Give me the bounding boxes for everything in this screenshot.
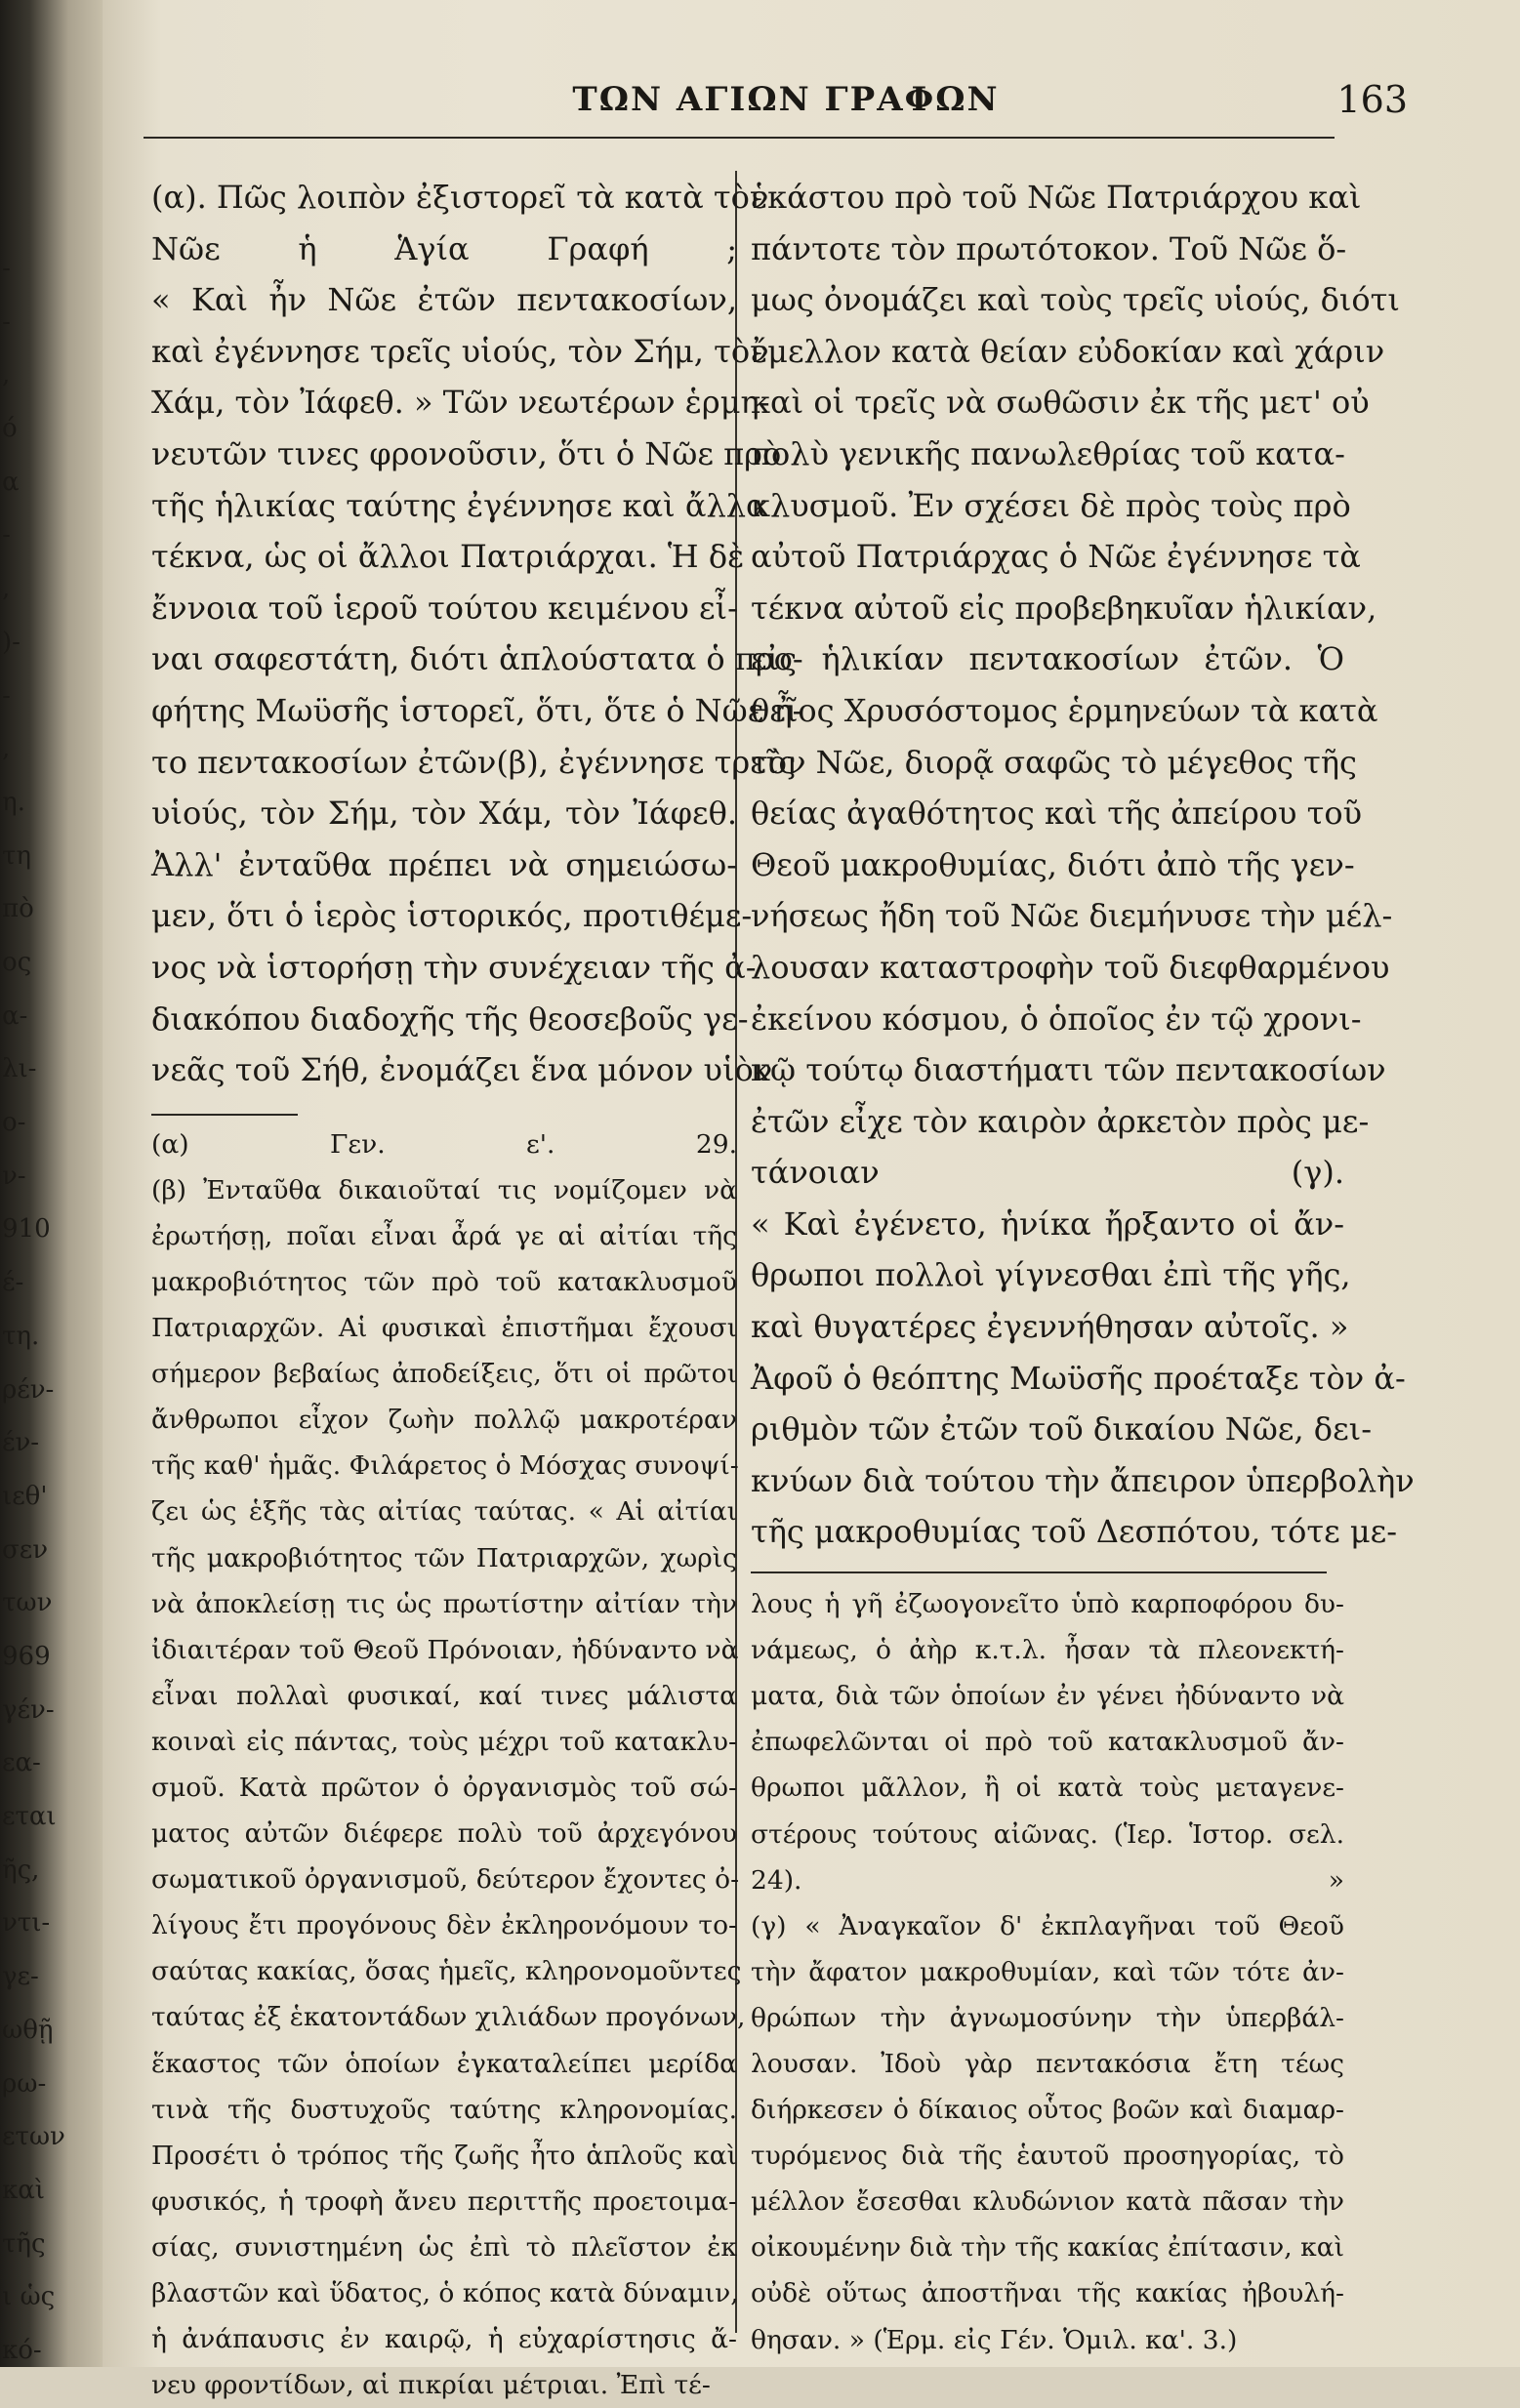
facing-page-fragment: ν-	[2, 1162, 26, 1191]
text-line: ἔμελλον κατὰ θείαν εὐδοκίαν καὶ χάριν	[751, 332, 1385, 370]
footnote-line: μέλλον ἔσεσθαι κλυδώνιον κατὰ πᾶσαν τὴν	[751, 2186, 1344, 2218]
right-column	[751, 172, 1415, 2363]
facing-page-fragment: -	[2, 254, 11, 283]
text-line: ριθμὸν τῶν ἐτῶν τοῦ δικαίου Νῶε, δει-	[751, 1410, 1372, 1449]
facing-page-fragment: ετων	[2, 2122, 65, 2151]
right-main-text	[751, 172, 1415, 1558]
text-line: Θεοῦ μακροθυμίας, διότι ἀπὸ τῆς γεν-	[751, 845, 1355, 883]
text-line: αὐτοῦ Πατριάρχας ὁ Νῶε ἐγέννησε τὰ	[751, 538, 1361, 576]
text-line: πολὺ γενικῆς πανωλεθρίας τοῦ κατα-	[751, 434, 1345, 472]
text-line: νος νὰ ἱστορήσῃ τὴν συνέχειαν τῆς ἀ-	[151, 948, 757, 986]
facing-page-fragment: τῆς	[2, 2229, 46, 2259]
facing-page-fragment: των	[2, 1588, 53, 1617]
facing-page-fragment: λι-	[2, 1054, 37, 1083]
text-line: υἱούς, τὸν Σήμ, τὸν Χάμ, τὸν Ἰάφεθ.	[151, 795, 737, 833]
facing-page-fragment: ,	[2, 574, 11, 603]
text-line: μεν, ὅτι ὁ ἱερὸς ἱστορικός, προτιθέμε-	[151, 897, 753, 935]
facing-page-fragment: ό	[2, 414, 18, 443]
text-line: τῆς μακροθυμίας τοῦ Δεσπότου, τότε με-	[751, 1513, 1398, 1551]
facing-page-fragment: ,	[2, 360, 11, 389]
footnote-line: τινὰ τῆς δυστυχοῦς ταύτης κληρονομίας.	[151, 2094, 737, 2125]
text-line: νευτῶν τινες φρονοῦσιν, ὅτι ὁ Νῶε πρὸ	[151, 434, 782, 472]
text-line: τέκνα αὐτοῦ εἰς προβεβηκυῖαν ἡλικίαν,	[751, 589, 1377, 627]
header-rule	[144, 137, 1335, 139]
footnote-line: νὰ ἀποκλείσῃ τις ὡς πρωτίστην αἰτίαν τὴν	[151, 1588, 737, 1619]
footnote-line: Πατριαρχῶν. Αἱ φυσικαὶ ἐπιστῆμαι ἔχουσι	[151, 1313, 737, 1344]
footnote-line: διήρκεσεν ὁ δίκαιος οὗτος βοῶν καὶ διαμαρ-	[751, 2095, 1344, 2126]
text-line: (α). Πῶς λοιπὸν ἐξιστορεῖ τὰ κατὰ τὸν	[151, 179, 769, 216]
footnote-line: θρωποι μᾶλλον, ἢ οἱ κατὰ τοὺς μεταγενε-	[751, 1773, 1344, 1804]
footnote-line: νευ φροντίδων, αἱ πικρίαι μέτριαι. Ἐπὶ τέ-	[151, 2370, 711, 2401]
footnote-line: (γ) « Ἀναγκαῖον δ' ἐκπλαγῆναι τοῦ Θεοῦ	[751, 1910, 1344, 1941]
text-line: τῆς ἡλικίας ταύτης ἐγέννησε καὶ ἄλλα	[151, 486, 767, 524]
footnote-line: ταύτας ἐξ ἑκατοντάδων χιλιάδων προγόνων,	[151, 2002, 746, 2033]
footnote-line: λουσαν. Ἰδοὺ γὰρ πεντακόσια ἔτη τέως	[751, 2048, 1344, 2079]
facing-page-fragment: -	[2, 307, 11, 337]
footnote-line: 24). »	[751, 1864, 1344, 1896]
footnote-rule	[151, 1114, 298, 1116]
text-line: ἑκάστου πρὸ τοῦ Νῶε Πατριάρχου καὶ	[751, 179, 1362, 216]
facing-page-fragment: τη	[2, 841, 31, 871]
left-main-text	[151, 172, 803, 1096]
footnote-line: ἐπωφελῶνται οἱ πρὸ τοῦ κατακλυσμοῦ ἄν-	[751, 1727, 1344, 1758]
facing-page-fragment: έν-	[2, 1428, 40, 1457]
footnote-line: ματα, διὰ τῶν ὁποίων ἐν γένει ἠδύναντο νὰ	[751, 1681, 1344, 1712]
footnote-line: σήμερον βεβαίως ἀποδείξεις, ὅτι οἱ πρῶτοι	[151, 1359, 737, 1390]
text-line: Ἀλλ' ἐνταῦθα πρέπει νὰ σημειώσω-	[151, 845, 737, 883]
facing-page-fragment: ῆς,	[2, 1856, 40, 1885]
footnote-line: τὴν ἄφατον μακροθυμίαν, καὶ τῶν τότε ἀν-	[751, 1956, 1344, 1987]
left-column	[151, 172, 803, 2408]
text-line: « Καὶ ἦν Νῶε ἐτῶν πεντακοσίων,	[151, 281, 737, 319]
left-footnotes	[151, 1122, 746, 2408]
footnote-line: θρώπων τὴν ἀγνωμοσύνην τὴν ὑπερβάλ-	[751, 2002, 1344, 2033]
text-line: θείας ἀγαθότητος καὶ τῆς ἀπείρου τοῦ	[751, 795, 1363, 833]
facing-page-fragment: -	[2, 681, 11, 711]
text-line: νήσεως ἤδη τοῦ Νῶε διεμήνυσε τὴν μέλ-	[751, 897, 1393, 935]
footnote-line: (β) Ἐνταῦθα δικαιοῦταί τις νομίζομεν νὰ	[151, 1174, 737, 1205]
footnote-line: στέρους τούτους αἰῶνας. (Ἱερ. Ἱστορ. σελ.	[751, 1818, 1344, 1850]
footnote-line: τῆς καθ' ἡμᾶς. Φιλάρετος ὁ Μόσχας συνοψί-	[151, 1450, 739, 1482]
text-line: Χάμ, τὸν Ἰάφεθ. » Τῶν νεωτέρων ἑρμη-	[151, 384, 770, 422]
facing-page-fragment: )-	[2, 628, 21, 657]
facing-page-fragment: 910	[2, 1214, 51, 1244]
facing-page-fragment: η.	[2, 788, 25, 817]
facing-page-fragment: ,	[2, 734, 11, 763]
facing-page-fragment: ι ὡς	[2, 2282, 56, 2311]
facing-page-fragment: σεν	[2, 1535, 49, 1565]
text-line: τὸν Νῶε, διορᾷ σαφῶς τὸ μέγεθος τῆς	[751, 743, 1357, 781]
text-line: πάντοτε τὸν πρωτότοκον. Τοῦ Νῶε ὅ-	[751, 229, 1347, 267]
facing-page-fragment: πὸ	[2, 894, 34, 923]
footnote-line: (α) Γεν. ε'. 29.	[151, 1128, 737, 1160]
text-line: ἔννοια τοῦ ἱεροῦ τούτου κειμένου εἶ-	[151, 589, 738, 627]
facing-page-fragment: ος	[2, 948, 32, 977]
footnote-line: ἡ ἀνάπαυσις ἐν καιρῷ, ἡ εὐχαρίστησις ἄ-	[151, 2324, 737, 2355]
footnote-rule	[751, 1571, 1327, 1573]
facing-page-margin-fragments	[0, 0, 98, 2367]
text-line: διακόπου διαδοχῆς τῆς θεοσεβοῦς γε-	[151, 1000, 749, 1038]
footnote-line: κοιναὶ εἰς πάντας, τοὺς μέχρι τοῦ κατακλυ-	[151, 1726, 737, 1757]
facing-page-fragment: α-	[2, 1001, 28, 1031]
text-line: λουσαν καταστροφὴν τοῦ διεφθαρμένου	[751, 948, 1390, 986]
footnote-line: σίας, συνιστημένη ὡς ἐπὶ τὸ πλεῖστον ἐκ	[151, 2231, 737, 2263]
footnote-line: σαύτας κακίας, ὅσας ἡμεῖς, κληρονομοῦντες	[151, 1956, 742, 1987]
footnote-line: ἕκαστος τῶν ὁποίων ἐγκαταλείπει μερίδα	[151, 2048, 737, 2079]
text-line: « Καὶ ἐγένετο, ἡνίκα ἤρξαντο οἱ ἄν-	[751, 1204, 1344, 1243]
footnote-line: ματος αὐτῶν διέφερε πολὺ τοῦ ἀρχεγόνου	[151, 1818, 737, 1850]
right-footnotes	[751, 1581, 1344, 2363]
text-line: νεᾶς τοῦ Σήθ, ἐνομάζει ἕνα μόνον υἱὸν	[151, 1051, 773, 1089]
footnote-line: σωματικοῦ ὀργανισμοῦ, δεύτερον ἔχοντες ὀ-	[151, 1864, 740, 1896]
text-line: το πεντακοσίων ἐτῶν(β), ἐγέννησε τρεῖς	[151, 743, 797, 781]
text-line: ἐκείνου κόσμου, ὁ ὁποῖος ἐν τῷ χρονι-	[751, 1000, 1362, 1038]
facing-page-fragment: α	[2, 468, 20, 497]
footnote-line: Προσέτι ὁ τρόπος τῆς ζωῆς ἦτο ἁπλοῦς καὶ	[151, 2140, 737, 2171]
facing-page-fragment: τη.	[2, 1322, 40, 1351]
facing-page-fragment: ρω-	[2, 2069, 47, 2099]
text-line: καὶ θυγατέρες ἐγεννήθησαν αὐτοῖς. »	[751, 1308, 1349, 1346]
facing-page-fragment: ωθῇ	[2, 2016, 54, 2045]
page-number: 163	[1336, 78, 1408, 121]
footnote-line: φυσικός, ἡ τροφὴ ἄνευ περιττῆς προετοιμα-	[151, 2185, 737, 2217]
facing-page-fragment: ρέν-	[2, 1375, 55, 1405]
facing-page-fragment: ντι-	[2, 1908, 51, 1938]
facing-page-fragment: γέν-	[2, 1695, 55, 1725]
footnote-line: βλαστῶν καὶ ὕδατος, ὁ κόπος κατὰ δύναμιν,	[151, 2278, 739, 2309]
footnote-line: οὐδὲ οὕτως ἀποστῆναι τῆς κακίας ἠβουλή-	[751, 2278, 1344, 2309]
text-line: κῷ τούτῳ διαστήματι τῶν πεντακοσίων	[751, 1051, 1386, 1089]
facing-page-fragment: εα-	[2, 1748, 41, 1777]
footnote-line: θησαν. » (Ἑρμ. εἰς Γέν. Ὁμιλ. κα'. 3.)	[751, 2324, 1238, 2355]
text-line: Ἀφοῦ ὁ θεόπτης Μωϋσῆς προέταξε τὸν ἀ-	[751, 1359, 1406, 1397]
footnote-line: μακροβιότητος τῶν πρὸ τοῦ κατακλυσμοῦ	[151, 1266, 737, 1297]
text-line: κλυσμοῦ. Ἐν σχέσει δὲ πρὸς τοὺς πρὸ	[751, 486, 1351, 524]
text-line: ἐτῶν εἶχε τὸν καιρὸν ἀρκετὸν πρὸς με-	[751, 1102, 1370, 1140]
text-line: τάνοιαν (γ).	[751, 1154, 1344, 1192]
footnote-line: σμοῦ. Κατὰ πρῶτον ὁ ὀργανισμὸς τοῦ σώ-	[151, 1773, 737, 1803]
facing-page-fragment: γε-	[2, 1962, 39, 1991]
footnote-line: ἰδιαιτέραν τοῦ Θεοῦ Πρόνοιαν, ἠδύναντο νὰ	[151, 1634, 739, 1665]
footnote-line: ἄνθρωποι εἶχον ζωὴν πολλῷ μακροτέραν	[151, 1405, 737, 1436]
text-line: τέκνα, ὡς οἱ ἄλλοι Πατριάρχαι. Ἡ δὲ	[151, 538, 745, 576]
text-line: ναι σαφεστάτη, διότι ἁπλούστατα ὁ προ-	[151, 640, 803, 678]
text-line: μως ὀνομάζει καὶ τοὺς τρεῖς υἱούς, διότι	[751, 281, 1400, 319]
facing-page-fragment: ιεθ'	[2, 1482, 48, 1511]
running-title: ΤΩΝ ΑΓΙΩΝ ΓΡΑΦΩΝ	[572, 80, 1000, 119]
text-line: εἰς ἡλικίαν πεντακοσίων ἐτῶν. Ὁ	[751, 640, 1344, 678]
footnote-line: νάμεως, ὁ ἀὴρ κ.τ.λ. ἦσαν τὰ πλεονεκτή-	[751, 1635, 1344, 1666]
running-head	[103, 80, 1520, 125]
facing-page-fragment: εται	[2, 1802, 57, 1831]
text-line: κνύων διὰ τούτου τὴν ἄπειρον ὑπερβολὴν	[751, 1461, 1415, 1499]
facing-page-fragment: 969	[2, 1642, 51, 1671]
text-line: καὶ ἐγέννησε τρεῖς υἱούς, τὸν Σήμ, τὸν	[151, 332, 769, 370]
text-line: θεῖος Χρυσόστομος ἑρμηνεύων τὰ κατὰ	[751, 691, 1378, 729]
book-page	[103, 0, 1520, 2401]
facing-page-fragment: -	[2, 520, 11, 550]
footnote-line: λίγους ἔτι προγόνους δὲν ἐκληρονόμουν το-	[151, 1910, 737, 1941]
facing-page-fragment: έ-	[2, 1268, 24, 1297]
text-line: Νῶε ἡ Ἁγία Γραφή ;	[151, 229, 737, 267]
text-line: φήτης Μωϋσῆς ἱστορεῖ, ὅτι, ὅτε ὁ Νῶε ἦ-	[151, 691, 803, 729]
text-line: θρωποι πολλοὶ γίγνεσθαι ἐπὶ τῆς γῆς,	[751, 1256, 1351, 1294]
facing-page-fragment: κό-	[2, 2336, 42, 2365]
text-line: καὶ οἱ τρεῖς νὰ σωθῶσιν ἐκ τῆς μετ' οὐ	[751, 384, 1370, 422]
footnote-line: ζει ὡς ἑξῆς τὰς αἰτίας ταύτας. « Αἱ αἰτίαι	[151, 1496, 737, 1528]
footnote-line: εἶναι πολλαὶ φυσικαί, καί τινες μάλιστα	[151, 1680, 737, 1711]
footnote-line: λους ἡ γῆ ἐζωογονεῖτο ὑπὸ καρποφόρου δυ-	[751, 1589, 1344, 1620]
facing-page-fragment: καὶ	[2, 2176, 46, 2205]
footnote-line: ἐρωτήσῃ, ποῖαι εἶναι ἆρά γε αἱ αἰτίαι τῆς	[151, 1220, 737, 1251]
footnote-line: τυρόμενος διὰ τῆς ἑαυτοῦ προσηγορίας, τὸ	[751, 2141, 1344, 2172]
facing-page-fragment: ο-	[2, 1108, 26, 1137]
footnote-line: τῆς μακροβιότητος τῶν Πατριαρχῶν, χωρὶς	[151, 1542, 737, 1573]
footnote-line: οἰκουμένην διὰ τὴν τῆς κακίας ἐπίτασιν, καὶ	[751, 2232, 1344, 2264]
